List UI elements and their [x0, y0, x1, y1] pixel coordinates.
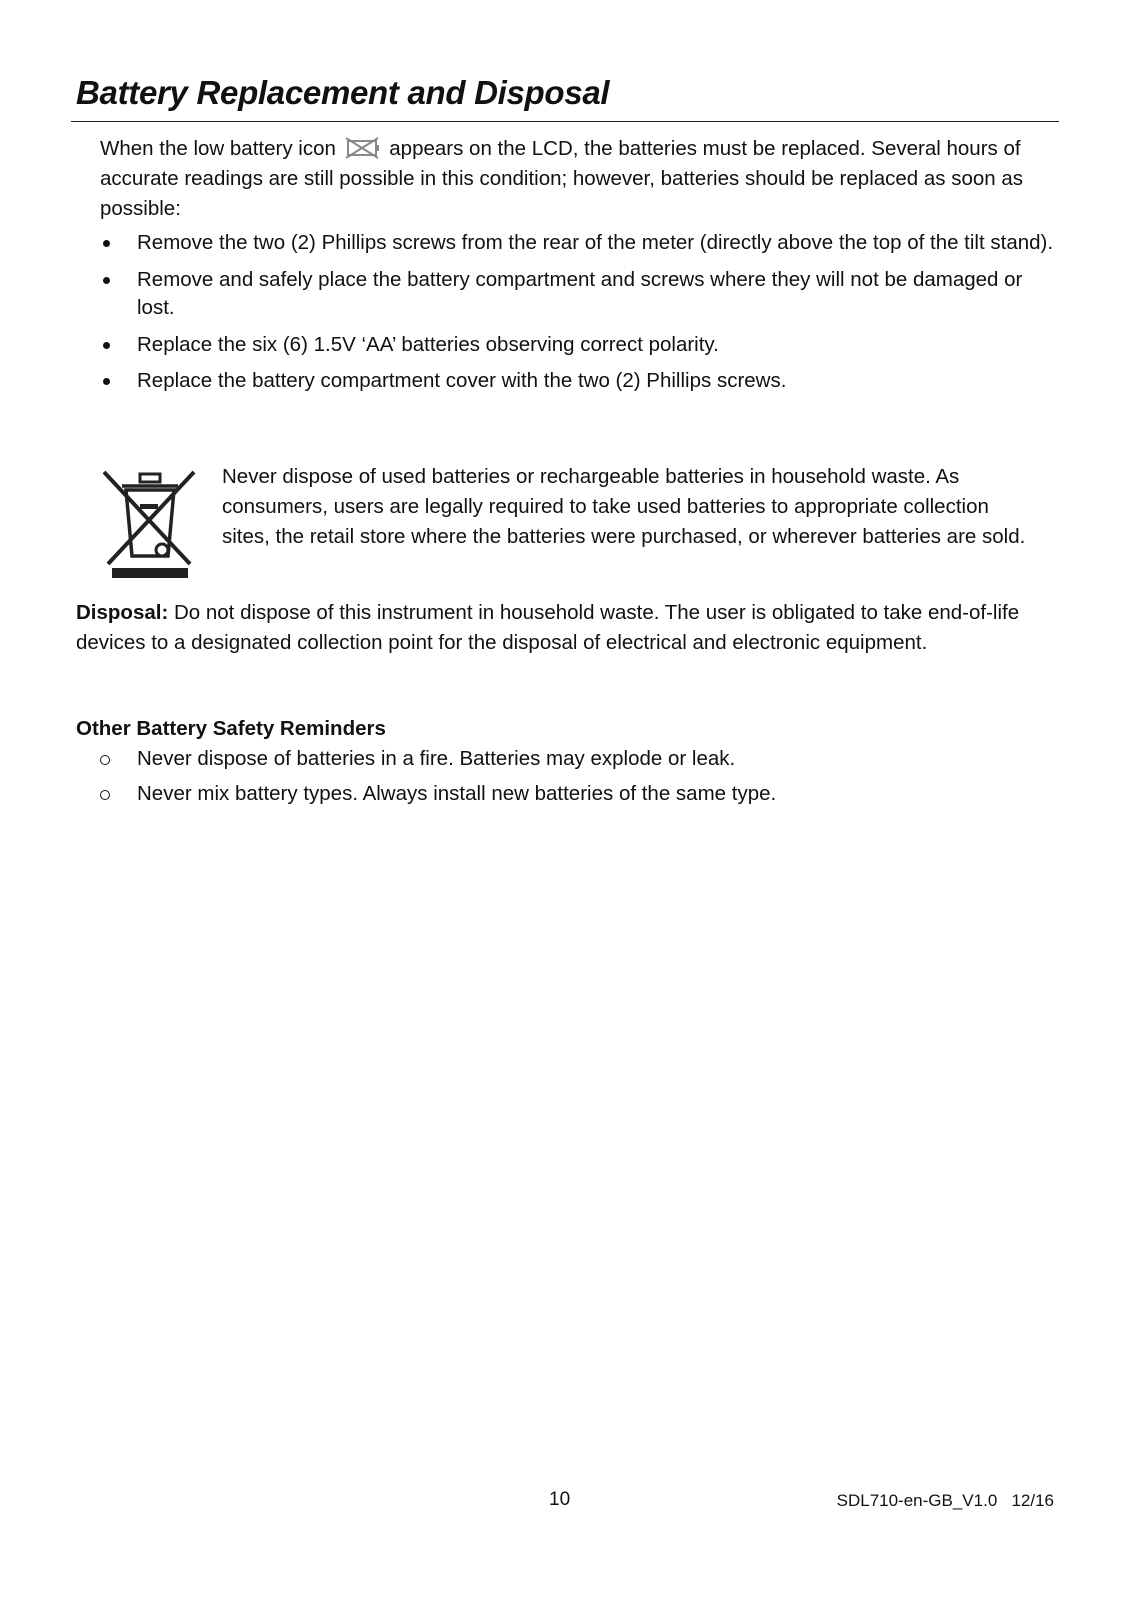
reminders-list: [100, 745, 1060, 814]
list-item: Never mix battery types. Always install new batteries of the same type.: [100, 780, 1060, 809]
list-item: Never dispose of batteries in a fire. Batteries may explode or leak.: [100, 745, 1060, 774]
list-item: Replace the battery compartment cover with the two (2) Phillips screws.: [100, 367, 1060, 396]
list-item: Remove the two (2) Phillips screws from the rear of the meter (directly above the top of the tilt stand).: [100, 229, 1060, 258]
bullet-icon: [103, 240, 110, 247]
replacement-steps: [100, 229, 1060, 404]
page-title: Battery Replacement and Disposal: [76, 74, 610, 111]
disposal-label: Disposal:: [76, 601, 169, 624]
page-number: 10: [549, 1489, 571, 1510]
document-id: SDL710-en-GB_V1.0 12/16: [836, 1491, 1054, 1510]
list-item: Remove and safely place the battery compartment and screws where they will not be damaged or lost.: [100, 266, 1060, 323]
bullet-icon: [103, 378, 110, 385]
weee-notice: Never dispose of used batteries or rechargeable batteries in household waste. As consumers, users are legally required to take used batteries to appropriate collection sites, the retail store where the batteries were purchased, or wherever batteries are sold.: [222, 465, 1026, 548]
intro-text-end: appears on the LCD, the batteries must be replaced. Several hours of accurate readings are still possible in this condition; however, batteries should be replaced as soon as possible:: [100, 137, 1024, 220]
list-item: Replace the six (6) 1.5V ‘AA’ batteries observing correct polarity.: [100, 331, 1060, 360]
disposal-text: Do not dispose of this instrument in household waste. The user is obligated to take end-of-life devices to a designated collection point for the disposal of electrical and electronic equipment.: [76, 601, 1020, 654]
title-divider: [71, 121, 1059, 122]
bullet-icon: [103, 342, 110, 349]
hollow-bullet-icon: [100, 790, 110, 800]
bullet-icon: [103, 277, 110, 284]
hollow-bullet-icon: [100, 755, 110, 765]
reminders-heading: Other Battery Safety Reminders: [76, 717, 386, 740]
disposal-paragraph: [76, 598, 1056, 658]
low-battery-icon: [344, 136, 382, 160]
intro-text-start: When the low battery icon: [100, 137, 342, 160]
intro-paragraph: [100, 134, 1060, 224]
crossed-bin-icon: [100, 468, 198, 580]
